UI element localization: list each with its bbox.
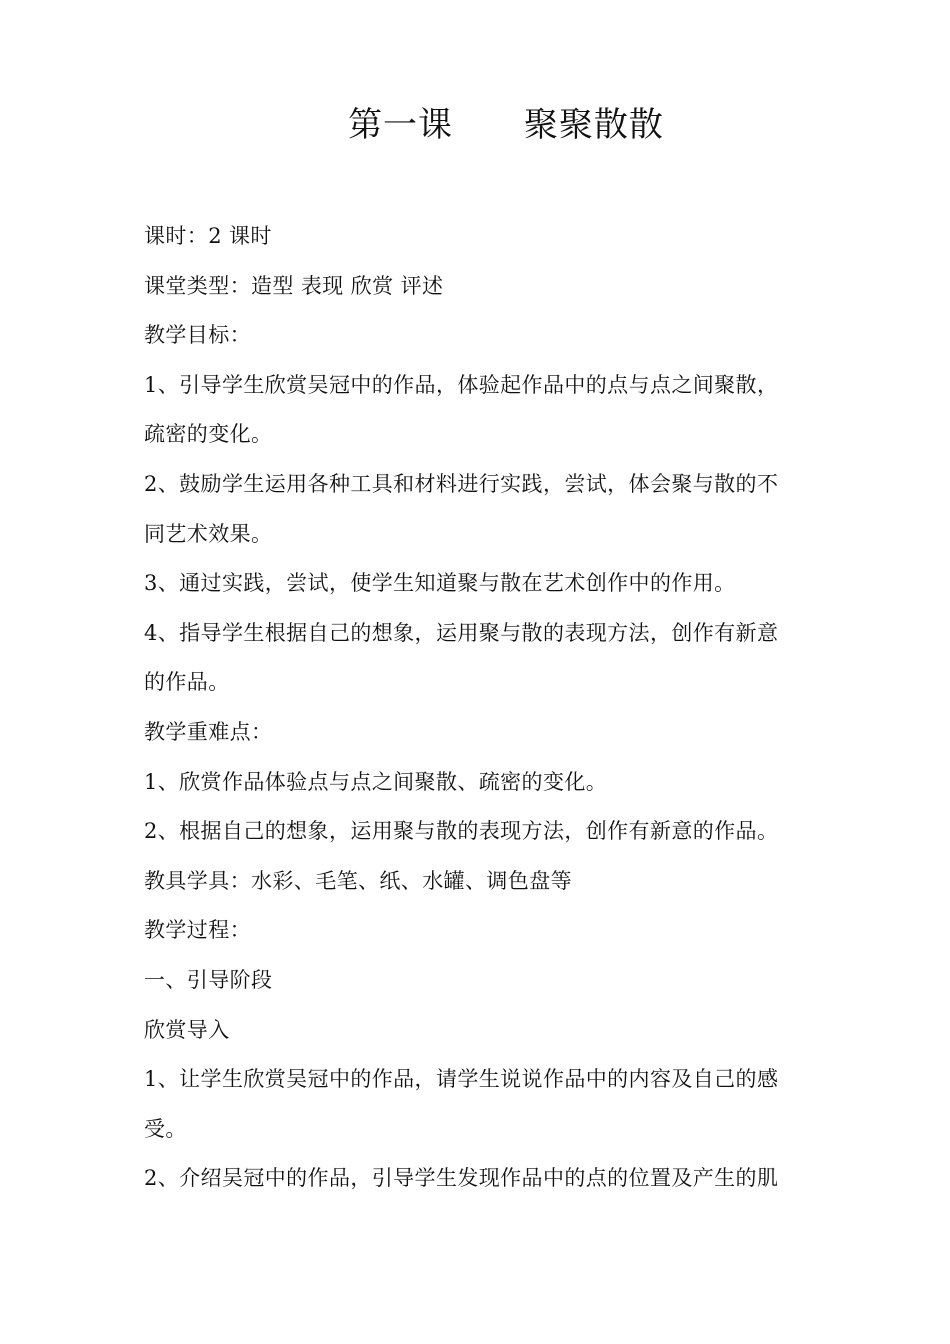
section-heading-objectives: 教学目标： <box>144 323 251 348</box>
document-title: 第一课 聚聚散散 <box>348 105 664 145</box>
body-line: 疏密的变化。 <box>144 422 273 447</box>
body-line-materials: 教具学具：水彩、毛笔、纸、水罐、调色盘等 <box>144 868 572 893</box>
document-body <box>144 212 809 1204</box>
body-line: 2、根据自己的想象，运用聚与散的表现方法，创作有新意的作品。 <box>144 819 779 844</box>
body-line: 2、介绍吴冠中的作品，引导学生发现作品中的点的位置及产生的肌 <box>144 1166 779 1191</box>
body-line: 1、让学生欣赏吴冠中的作品，请学生说说作品中的内容及自己的感 <box>144 1067 779 1092</box>
section-heading-process: 教学过程： <box>144 918 251 943</box>
section-heading-key-points: 教学重难点： <box>144 719 273 744</box>
body-line: 1、欣赏作品体验点与点之间聚散、疏密的变化。 <box>144 769 608 794</box>
subsection-heading: 欣赏导入 <box>144 1017 230 1042</box>
body-line: 受。 <box>144 1116 187 1141</box>
body-line-class-hours: 课时：2 课时 <box>144 224 272 248</box>
body-line: 同艺术效果。 <box>144 521 273 546</box>
body-line-class-type: 课堂类型：造型 表现 欣赏 评述 <box>144 273 444 298</box>
subsection-heading: 一、引导阶段 <box>144 967 273 992</box>
body-line: 的作品。 <box>144 670 230 695</box>
body-line: 2、鼓励学生运用各种工具和材料进行实践，尝试，体会聚与散的不 <box>144 471 779 496</box>
body-line: 4、指导学生根据自己的想象，运用聚与散的表现方法，创作有新意 <box>144 620 779 645</box>
body-line: 3、通过实践，尝试，使学生知道聚与散在艺术创作中的作用。 <box>144 571 736 596</box>
body-line: 1、引导学生欣赏吴冠中的作品，体验起作品中的点与点之间聚散， <box>144 372 779 397</box>
